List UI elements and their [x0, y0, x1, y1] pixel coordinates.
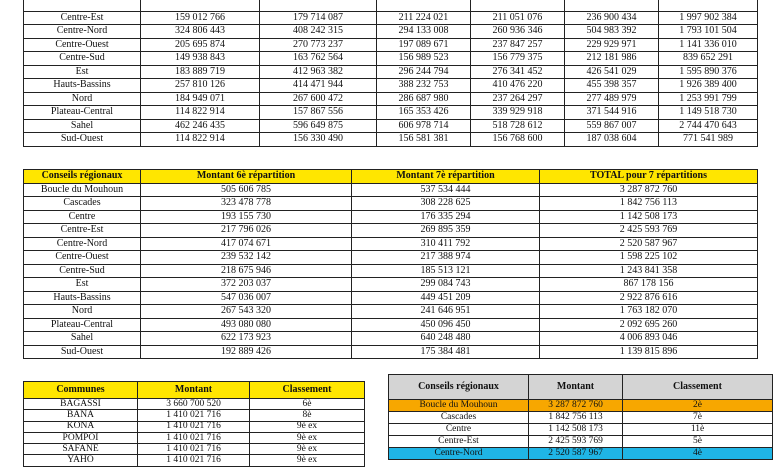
value-cell: 1 141 336 010 — [659, 38, 758, 52]
table-row — [24, 224, 758, 238]
value-cell — [260, 0, 377, 11]
value-cell: 1 842 756 113 — [529, 412, 623, 424]
value-cell: 239 532 142 — [141, 251, 352, 265]
row-label-cell: POMPOÏ — [24, 432, 138, 443]
value-cell: 159 012 766 — [141, 11, 260, 25]
value-cell: 179 714 087 — [260, 11, 377, 25]
row-label-cell: Est — [24, 278, 141, 292]
value-cell — [141, 0, 260, 11]
table-header-row — [24, 170, 758, 184]
value-cell: 2 425 593 769 — [529, 436, 623, 448]
value-cell: 9è ex — [250, 444, 365, 455]
table-row — [389, 424, 773, 436]
row-label-cell: Sahel — [24, 332, 141, 346]
table-row — [24, 11, 758, 25]
row-label-cell: Nord — [24, 305, 141, 319]
table-row — [24, 119, 758, 133]
value-cell: 236 900 434 — [565, 11, 659, 25]
table-row — [24, 65, 758, 79]
value-cell: 192 889 426 — [141, 345, 352, 359]
value-cell — [471, 0, 565, 11]
table-row — [24, 410, 365, 421]
value-cell: 2 520 587 967 — [529, 448, 623, 460]
value-cell: 310 411 792 — [352, 237, 540, 251]
table-row — [24, 421, 365, 432]
value-cell: 3 287 872 760 — [540, 183, 758, 197]
value-cell: 408 242 315 — [260, 25, 377, 39]
table-row — [389, 412, 773, 424]
value-cell: 640 248 480 — [352, 332, 540, 346]
table-row — [24, 52, 758, 66]
row-label-cell: Centre-Ouest — [24, 251, 141, 265]
row-label-cell: Cascades — [389, 412, 529, 424]
header-montant-6e: Montant 6è répartition — [141, 170, 352, 184]
value-cell: 4è — [623, 448, 773, 460]
header-classement: Classement — [623, 375, 773, 400]
value-cell: 771 541 989 — [659, 133, 758, 147]
table-row — [24, 345, 758, 359]
value-cell: 5è — [623, 436, 773, 448]
value-cell: 410 476 220 — [471, 79, 565, 93]
value-cell: 149 938 843 — [141, 52, 260, 66]
value-cell: 1 410 021 716 — [138, 432, 250, 443]
value-cell: 606 978 714 — [377, 119, 471, 133]
header-communes: Communes — [24, 382, 138, 399]
value-cell: 237 264 297 — [471, 92, 565, 106]
value-cell: 622 173 923 — [141, 332, 352, 346]
value-cell — [565, 0, 659, 11]
row-label-cell: Centre-Ouest — [24, 38, 141, 52]
value-cell: 504 983 392 — [565, 25, 659, 39]
table-row — [24, 92, 758, 106]
value-cell: 270 773 237 — [260, 38, 377, 52]
value-cell: 185 513 121 — [352, 264, 540, 278]
regions-ranking-table — [388, 374, 773, 460]
value-cell: 165 353 426 — [377, 106, 471, 120]
communes-ranking-table — [23, 381, 365, 467]
row-label-cell: Est — [24, 65, 141, 79]
value-cell: 388 232 753 — [377, 79, 471, 93]
value-cell: 260 936 346 — [471, 25, 565, 39]
value-cell: 1 595 890 376 — [659, 65, 758, 79]
value-cell: 175 384 481 — [352, 345, 540, 359]
value-cell: 296 244 794 — [377, 65, 471, 79]
value-cell: 237 847 257 — [471, 38, 565, 52]
regional-allocations-table — [23, 169, 758, 359]
table-row — [24, 183, 758, 197]
value-cell: 218 675 946 — [141, 264, 352, 278]
value-cell: 537 534 444 — [352, 183, 540, 197]
value-cell: 1 997 902 384 — [659, 11, 758, 25]
table-row — [389, 448, 773, 460]
row-label-cell: Plateau-Central — [24, 106, 141, 120]
value-cell: 417 074 671 — [141, 237, 352, 251]
value-cell: 323 478 778 — [141, 197, 352, 211]
row-label-cell: Sud-Ouest — [24, 345, 141, 359]
row-label-cell: Plateau-Central — [24, 318, 141, 332]
value-cell: 156 779 375 — [471, 52, 565, 66]
value-cell: 308 228 625 — [352, 197, 540, 211]
table-row — [24, 444, 365, 455]
value-cell: 193 155 730 — [141, 210, 352, 224]
value-cell: 276 341 452 — [471, 65, 565, 79]
value-cell: 211 224 021 — [377, 11, 471, 25]
value-cell: 267 600 472 — [260, 92, 377, 106]
value-cell: 505 606 785 — [141, 183, 352, 197]
value-cell: 257 810 126 — [141, 79, 260, 93]
row-label-cell: Sud-Ouest — [24, 133, 141, 147]
value-cell: 455 398 357 — [565, 79, 659, 93]
row-label-cell: BAGASSI — [24, 399, 138, 410]
value-cell: 277 489 979 — [565, 92, 659, 106]
table-header-row — [24, 382, 365, 399]
value-cell: 449 451 209 — [352, 291, 540, 305]
table-row — [24, 264, 758, 278]
value-cell: 1 793 101 504 — [659, 25, 758, 39]
value-cell: 229 929 971 — [565, 38, 659, 52]
value-cell: 217 796 026 — [141, 224, 352, 238]
value-cell: 156 581 381 — [377, 133, 471, 147]
value-cell: 462 246 435 — [141, 119, 260, 133]
table-row — [24, 432, 365, 443]
value-cell: 493 080 080 — [141, 318, 352, 332]
value-cell: 176 335 294 — [352, 210, 540, 224]
value-cell: 3 660 700 520 — [138, 399, 250, 410]
row-label-cell: YAHO — [24, 455, 138, 466]
value-cell: 211 051 076 — [471, 11, 565, 25]
row-label-cell: Centre-Nord — [389, 448, 529, 460]
row-label-cell: Centre — [24, 210, 141, 224]
table-row — [24, 0, 758, 11]
value-cell: 114 822 914 — [141, 133, 260, 147]
table-row — [24, 38, 758, 52]
value-cell: 1 410 021 716 — [138, 410, 250, 421]
row-label-cell: Centre-Est — [24, 224, 141, 238]
value-cell: 1 139 815 896 — [540, 345, 758, 359]
value-cell: 2 744 470 643 — [659, 119, 758, 133]
value-cell: 6è — [250, 399, 365, 410]
table-row — [24, 106, 758, 120]
value-cell: 217 388 974 — [352, 251, 540, 265]
value-cell: 1 410 021 716 — [138, 444, 250, 455]
table-row — [24, 251, 758, 265]
value-cell: 9è ex — [250, 421, 365, 432]
header-montant-7e: Montant 7è répartition — [352, 170, 540, 184]
value-cell: 269 895 359 — [352, 224, 540, 238]
value-cell: 426 541 029 — [565, 65, 659, 79]
value-cell: 1 149 518 730 — [659, 106, 758, 120]
row-label-cell: Centre-Est — [24, 11, 141, 25]
value-cell: 371 544 916 — [565, 106, 659, 120]
value-cell: 4 006 893 046 — [540, 332, 758, 346]
value-cell: 205 695 874 — [141, 38, 260, 52]
row-label-cell: Centre — [389, 424, 529, 436]
table-header-row — [389, 375, 773, 400]
value-cell: 1 410 021 716 — [138, 421, 250, 432]
value-cell: 114 822 914 — [141, 106, 260, 120]
value-cell: 596 649 875 — [260, 119, 377, 133]
value-cell: 7è — [623, 412, 773, 424]
value-cell: 9è ex — [250, 455, 365, 466]
row-label-cell: Centre-Sud — [24, 264, 141, 278]
row-label-cell: Centre-Est — [389, 436, 529, 448]
value-cell: 2 922 876 616 — [540, 291, 758, 305]
row-label-cell: Hauts-Bassins — [24, 79, 141, 93]
value-cell: 2 425 593 769 — [540, 224, 758, 238]
value-cell: 156 768 600 — [471, 133, 565, 147]
value-cell: 450 096 450 — [352, 318, 540, 332]
table-row — [24, 237, 758, 251]
header-montant: Montant — [138, 382, 250, 399]
value-cell: 184 949 071 — [141, 92, 260, 106]
row-label-cell: Centre-Nord — [24, 237, 141, 251]
value-cell: 241 646 951 — [352, 305, 540, 319]
header-conseils-regionaux: Conseils régionaux — [24, 170, 141, 184]
table-row — [389, 436, 773, 448]
value-cell: 8è — [250, 410, 365, 421]
value-cell: 197 089 671 — [377, 38, 471, 52]
value-cell: 414 471 944 — [260, 79, 377, 93]
value-cell: 547 036 007 — [141, 291, 352, 305]
value-cell: 1 142 508 173 — [529, 424, 623, 436]
regional-allocations-table-top — [23, 0, 758, 147]
header-montant: Montant — [529, 375, 623, 400]
value-cell: 1 142 508 173 — [540, 210, 758, 224]
value-cell: 286 687 980 — [377, 92, 471, 106]
table-row — [24, 455, 365, 466]
value-cell: 559 867 007 — [565, 119, 659, 133]
value-cell: 1 243 841 358 — [540, 264, 758, 278]
value-cell: 839 652 291 — [659, 52, 758, 66]
table-row — [24, 25, 758, 39]
value-cell: 2è — [623, 400, 773, 412]
value-cell: 11è — [623, 424, 773, 436]
table-row — [389, 400, 773, 412]
row-label-cell: Hauts-Bassins — [24, 291, 141, 305]
header-total-7: TOTAL pour 7 répartitions — [540, 170, 758, 184]
row-label-cell — [24, 0, 141, 11]
value-cell: 187 038 604 — [565, 133, 659, 147]
table-row — [24, 278, 758, 292]
value-cell: 1 842 756 113 — [540, 197, 758, 211]
table-row — [24, 332, 758, 346]
header-conseils-regionaux: Conseils régionaux — [389, 375, 529, 400]
value-cell: 294 133 008 — [377, 25, 471, 39]
value-cell: 324 806 443 — [141, 25, 260, 39]
table-row — [24, 133, 758, 147]
value-cell: 299 084 743 — [352, 278, 540, 292]
row-label-cell: Cascades — [24, 197, 141, 211]
value-cell: 339 929 918 — [471, 106, 565, 120]
table-row — [24, 399, 365, 410]
table-row — [24, 291, 758, 305]
value-cell: 156 330 490 — [260, 133, 377, 147]
row-label-cell: KONA — [24, 421, 138, 432]
table-row — [24, 305, 758, 319]
value-cell: 372 203 037 — [141, 278, 352, 292]
row-label-cell: Sahel — [24, 119, 141, 133]
value-cell: 1 763 182 070 — [540, 305, 758, 319]
row-label-cell: Boucle du Mouhoun — [24, 183, 141, 197]
value-cell: 1 926 389 400 — [659, 79, 758, 93]
value-cell: 156 989 523 — [377, 52, 471, 66]
value-cell — [377, 0, 471, 11]
value-cell: 163 762 564 — [260, 52, 377, 66]
row-label-cell: Nord — [24, 92, 141, 106]
value-cell: 2 520 587 967 — [540, 237, 758, 251]
value-cell: 9è ex — [250, 432, 365, 443]
table-row — [24, 210, 758, 224]
header-classement: Classement — [250, 382, 365, 399]
table-row — [24, 79, 758, 93]
value-cell: 867 178 156 — [540, 278, 758, 292]
value-cell: 518 728 612 — [471, 119, 565, 133]
value-cell: 267 543 320 — [141, 305, 352, 319]
value-cell: 212 181 986 — [565, 52, 659, 66]
table-row — [24, 197, 758, 211]
row-label-cell: Boucle du Mouhoun — [389, 400, 529, 412]
value-cell: 157 867 556 — [260, 106, 377, 120]
value-cell: 2 092 695 260 — [540, 318, 758, 332]
value-cell: 1 253 991 799 — [659, 92, 758, 106]
table-row — [24, 318, 758, 332]
value-cell: 3 287 872 760 — [529, 400, 623, 412]
value-cell: 1 598 225 102 — [540, 251, 758, 265]
row-label-cell: BANA — [24, 410, 138, 421]
row-label-cell: Centre-Sud — [24, 52, 141, 66]
value-cell — [659, 0, 758, 11]
value-cell: 183 889 719 — [141, 65, 260, 79]
row-label-cell: SAFANE — [24, 444, 138, 455]
value-cell: 1 410 021 716 — [138, 455, 250, 466]
value-cell: 412 963 382 — [260, 65, 377, 79]
row-label-cell: Centre-Nord — [24, 25, 141, 39]
